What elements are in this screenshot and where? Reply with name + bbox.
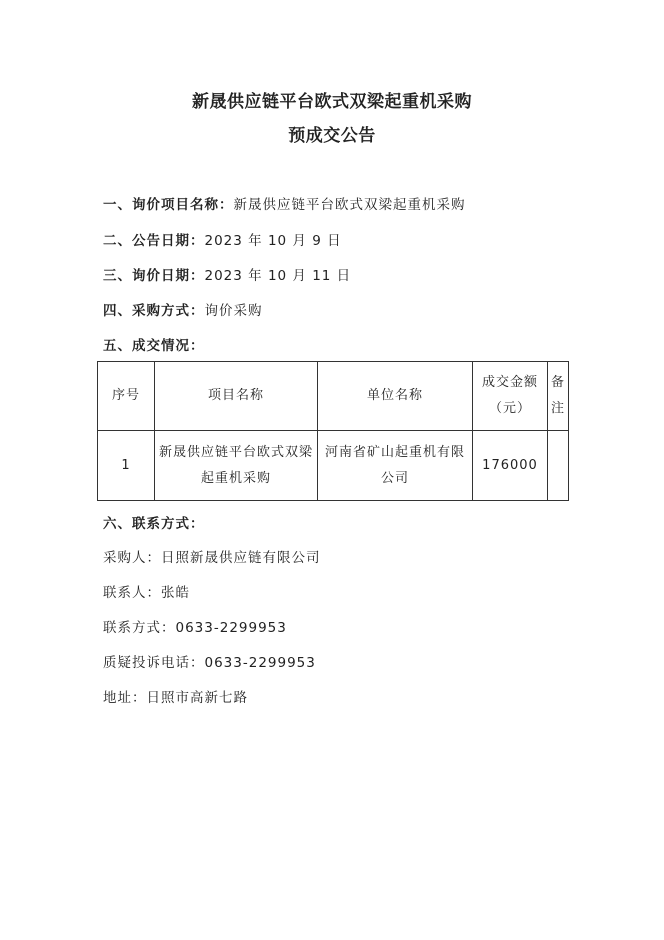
table-row: [98, 431, 569, 501]
header-project: 项目名称: [155, 362, 318, 431]
cell-project: 新晟供应链平台欧式双梁起重机采购: [155, 431, 318, 501]
contact-address: 地址：日照市高新七路: [103, 690, 248, 706]
purchase-method-line: [103, 299, 263, 319]
cell-seq: 1: [98, 431, 155, 501]
cell-remark: [548, 431, 569, 501]
announce-date-value: 2023 年 10 月 9 日: [204, 233, 342, 249]
deal-table: [97, 361, 569, 501]
inquiry-date-label: 三、询价日期：: [103, 268, 205, 284]
deal-status-label: 五、成交情况：: [103, 338, 205, 354]
project-name-line: [103, 193, 466, 213]
project-name-label: 一、询价项目名称：: [103, 197, 234, 213]
contact-buyer: 采购人：日照新晟供应链有限公司: [103, 550, 321, 566]
announce-date-label: 二、公告日期：: [103, 233, 205, 249]
inquiry-date-value: 2023 年 10 月 11 日: [204, 268, 352, 284]
announce-date-line: [103, 229, 342, 249]
document-title: 新晟供应链平台欧式双梁起重机采购: [192, 92, 472, 112]
inquiry-date-line: [103, 264, 351, 284]
header-amount: 成交金额（元）: [473, 362, 548, 431]
header-unit: 单位名称: [318, 362, 473, 431]
project-name-value: 新晟供应链平台欧式双梁起重机采购: [233, 197, 466, 213]
cell-amount: 176000: [473, 431, 548, 501]
deal-status-line: [103, 334, 205, 354]
contact-heading: 六、联系方式：: [103, 516, 205, 532]
purchase-method-value: 询价采购: [204, 303, 263, 319]
header-remark: 备注: [548, 362, 569, 431]
purchase-method-label: 四、采购方式：: [103, 303, 205, 319]
contact-complaint-phone: 质疑投诉电话：0633-2299953: [103, 655, 316, 671]
contact-phone: 联系方式：0633-2299953: [103, 620, 287, 636]
table-header-row: [98, 362, 569, 431]
document-subtitle: 预成交公告: [288, 126, 376, 146]
header-seq: 序号: [98, 362, 155, 431]
contact-person: 联系人：张皓: [103, 585, 190, 601]
cell-unit: 河南省矿山起重机有限公司: [318, 431, 473, 501]
